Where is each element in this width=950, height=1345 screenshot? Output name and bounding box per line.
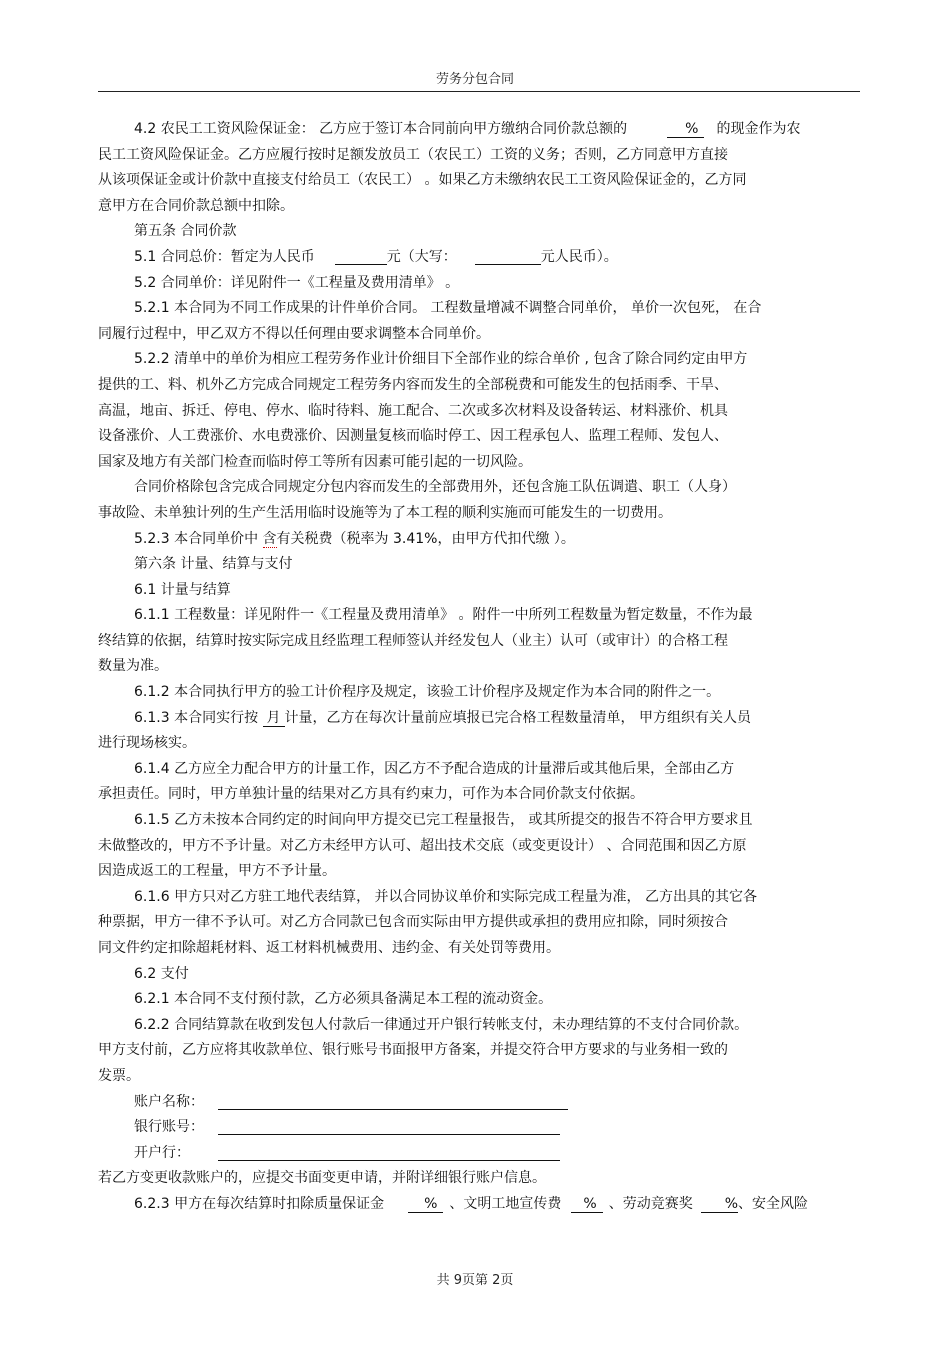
clause-5-2: 5.2 合同单价：详见附件一《工程量及费用清单》 。: [134, 274, 460, 291]
clause-5-2-2-line-1: 5.2.2 清单中的单价为相应工程劳务作业计价细目下全部作业的综合单价 , 包含了除合同约定由甲方: [134, 351, 748, 368]
clause-6-1-5-line-3: 因造成返工的工程量，甲方不予计量。: [98, 863, 336, 880]
account-number-label: 银行账号：: [134, 1119, 204, 1136]
total-price-words-blank: [475, 246, 541, 265]
account-number-row: [98, 1115, 860, 1141]
clause-5-2-1-line-2: 同履行过程中，甲乙双方不得以任何理由要求调整本合同单价。: [98, 325, 490, 342]
clause-6-2-2-line-3: 发票。: [98, 1067, 140, 1084]
clause-5-2-2-line-3: 高温，地亩、拆迁、停电、停水、临时待料、施工配合、二次或多次材料及设备转运、材料涨价、机具: [98, 402, 728, 419]
clause-5-2-1-line-1: 5.2.1 本合同为不同工作成果的计件单价合同。 工程数量增减不调整合同单价， 单价一次包死， 在合: [134, 300, 762, 317]
clause-6-2-3-text-a: 6.2.3 甲方在每次结算时扣除质量保证金: [134, 1195, 385, 1212]
bank-row: [98, 1141, 860, 1167]
page-header-title: 劳务分包合同: [435, 72, 514, 87]
article-5-heading: 第五条 合同价款: [134, 223, 237, 240]
clause-6-1-3-line-2: 进行现场核实。: [98, 735, 196, 752]
clause-6-1-3-text-a: 6.1.3 本合同实行按: [134, 709, 263, 726]
clause-5-2-2-line-2: 提供的工、料、机外乙方完成合同规定工程劳务内容而发生的全部税费和可能发生的包括雨季、干旱、: [98, 376, 728, 393]
clause-4-2-text-b: 的现金作为农: [716, 121, 801, 137]
clause-5-1: [98, 245, 860, 271]
account-name-field[interactable]: [218, 1091, 568, 1110]
clause-6-1-4-line-2: 承担责任。同时，甲方单独计量的结果对乙方具有约束力，可作为本合同价款支付依据。: [98, 786, 644, 803]
clause-6-1-3-text-c: 计量，乙方在每次计量前应填报已完合格工程数量清单， 甲方组织有关人员: [284, 709, 751, 726]
clause-6-1-1-line-2: 终结算的依据，结算时按实际完成且经监理工程师签认并经发包人（业主）认可（或审计）的合格工程: [98, 632, 728, 649]
account-change-note: 若乙方变更收款账户的，应提交书面变更申请，并附详细银行账户信息。: [98, 1170, 546, 1187]
competition-award-percent-blank: %: [701, 1196, 738, 1213]
clause-6-2-2-line-2: 甲方支付前，乙方应将其收款单位、银行账号书面报甲方备案，并提交符合甲方要求的与业务相一致的: [98, 1042, 728, 1059]
clause-6-1-5-line-2: 未做整改的，甲方不予计量。对乙方未经甲方认可、超出技术交底（或变更设计） 、合同范围和因乙方原: [98, 837, 747, 854]
clause-5-2-3-text-c: 有关税费（税率为 3.41%，由甲方代扣代缴 ）。: [276, 530, 575, 547]
clause-6-1-4-line-1: 6.1.4 乙方应全力配合甲方的计量工作，因乙方不予配合造成的计量滞后或其他后果，全部由乙方: [134, 760, 735, 777]
clause-4-2-line-4: 意甲方在合同价款总额中扣除。: [98, 197, 294, 214]
clause-6-1-6-line-2: 种票据，甲方一律不予认可。对乙方合同款已包含而实际由甲方提供或承担的费用应扣除，同时须按合: [98, 914, 728, 931]
clause-6-1-2: 6.1.2 本合同执行甲方的验工计价程序及规定，该验工计价程序及规定作为本合同的附件之一。: [134, 684, 721, 701]
header-divider: [98, 91, 860, 92]
clause-6-1-5-line-1: 6.1.5 乙方未按本合同约定的时间向甲方提交已完工程量报告， 或其所提交的报告不符合甲方要求且: [134, 812, 753, 829]
clause-4-2-line-3: 从该项保证金或计价款中直接支付给员工（农民工） 。如果乙方未缴纳农民工工资风险保证金的，乙方同: [98, 172, 747, 189]
clause-5-2-2-line-5: 国家及地方有关部门检查而临时停工等所有因素可能引起的一切风险。: [98, 453, 532, 470]
quality-deposit-percent-blank: %: [408, 1196, 443, 1213]
clause-6-2-3-text-c: 、劳动竞赛奖: [608, 1195, 693, 1212]
account-name-row: [98, 1090, 860, 1116]
clause-6-1-6-line-3: 同文件约定扣除超耗材料、返工材料机械费用、违约金、有关处罚等费用。: [98, 940, 560, 956]
clause-4-2-percent-blank: %: [667, 121, 704, 138]
clause-5-1-text-b: 元（大写：: [386, 248, 457, 265]
clause-6-2-1: 6.2.1 本合同不支付预付款，乙方必须具备满足本工程的流动资金。: [134, 991, 553, 1008]
clause-5-2-2-line-4: 设备涨价、人工费涨价、水电费涨价、因测量复核而临时停工、因工程承包人、监理工程师、发包人、: [98, 428, 728, 445]
page-footer-pagination: 共 9页第 2页: [436, 1273, 514, 1288]
clause-6-1-1-line-1: 6.1.1 工程数量：详见附件一《工程量及费用清单》 。附件一中所列工程数量为暂定数量，不作为最: [134, 607, 753, 624]
document-body: [98, 117, 860, 1218]
account-name-label: 账户名称：: [134, 1093, 204, 1110]
bank-label: 开户行：: [134, 1144, 190, 1161]
clause-5-1-text-a: 5.1 合同总价：暂定为人民币: [134, 248, 315, 265]
clause-6-2-3-text-b: 、文明工地宣传费: [449, 1195, 562, 1212]
clause-6-1-1-line-3: 数量为准。: [98, 658, 168, 675]
clause-6-2-3-line-1: [98, 1192, 860, 1218]
clause-6-1-6-line-1: 6.1.6 甲方只对乙方驻工地代表结算， 并以合同协议单价和实际完成工程量为准， 乙方出具的其它各: [134, 888, 757, 905]
clause-6-1-3-line-1: [98, 706, 860, 732]
clause-5-1-text-c: 元人民币）。: [540, 248, 618, 265]
clause-5-2-3-text-a: 5.2.3 本合同单价中: [134, 530, 263, 547]
price-note-line-2: 事故险、未单独计列的生产生活用临时设施等为了本工程的顺利实施而可能发生的一切费用。: [98, 504, 672, 521]
price-note-line-1: 合同价格除包含完成合同规定分包内容而发生的全部费用外，还包含施工队伍调遣、职工（人身）: [134, 479, 736, 496]
clause-4-2-line-2: 民工工资风险保证金。乙方应履行按时足额发放员工（农民工）工资的义务；否则，乙方同意甲方直接: [98, 146, 728, 163]
tax-included-word: 含: [262, 530, 277, 547]
account-number-field[interactable]: [218, 1116, 560, 1135]
clause-6-2-2-line-1: 6.2.2 合同结算款在收到发包人付款后一律通过开户银行转帐支付，未办理结算的不支付合同价款。: [134, 1016, 749, 1033]
measurement-period-blank: 月: [263, 710, 285, 727]
section-6-1-heading: 6.1 计量与结算: [134, 581, 231, 598]
clause-4-2-line-1: [98, 117, 860, 143]
article-6-heading: 第六条 计量、结算与支付: [134, 556, 293, 573]
total-price-blank: [335, 246, 387, 265]
clause-4-2-text-a: 4.2 农民工工资风险保证金： 乙方应于签订本合同前向甲方缴纳合同价款总额的: [134, 121, 628, 137]
section-6-2-heading: 6.2 支付: [134, 965, 189, 982]
clause-5-2-3: [98, 527, 860, 553]
bank-field[interactable]: [218, 1142, 560, 1161]
publicity-fee-percent-blank: %: [571, 1196, 602, 1213]
clause-6-2-3-text-d: 、安全风险: [738, 1195, 809, 1212]
